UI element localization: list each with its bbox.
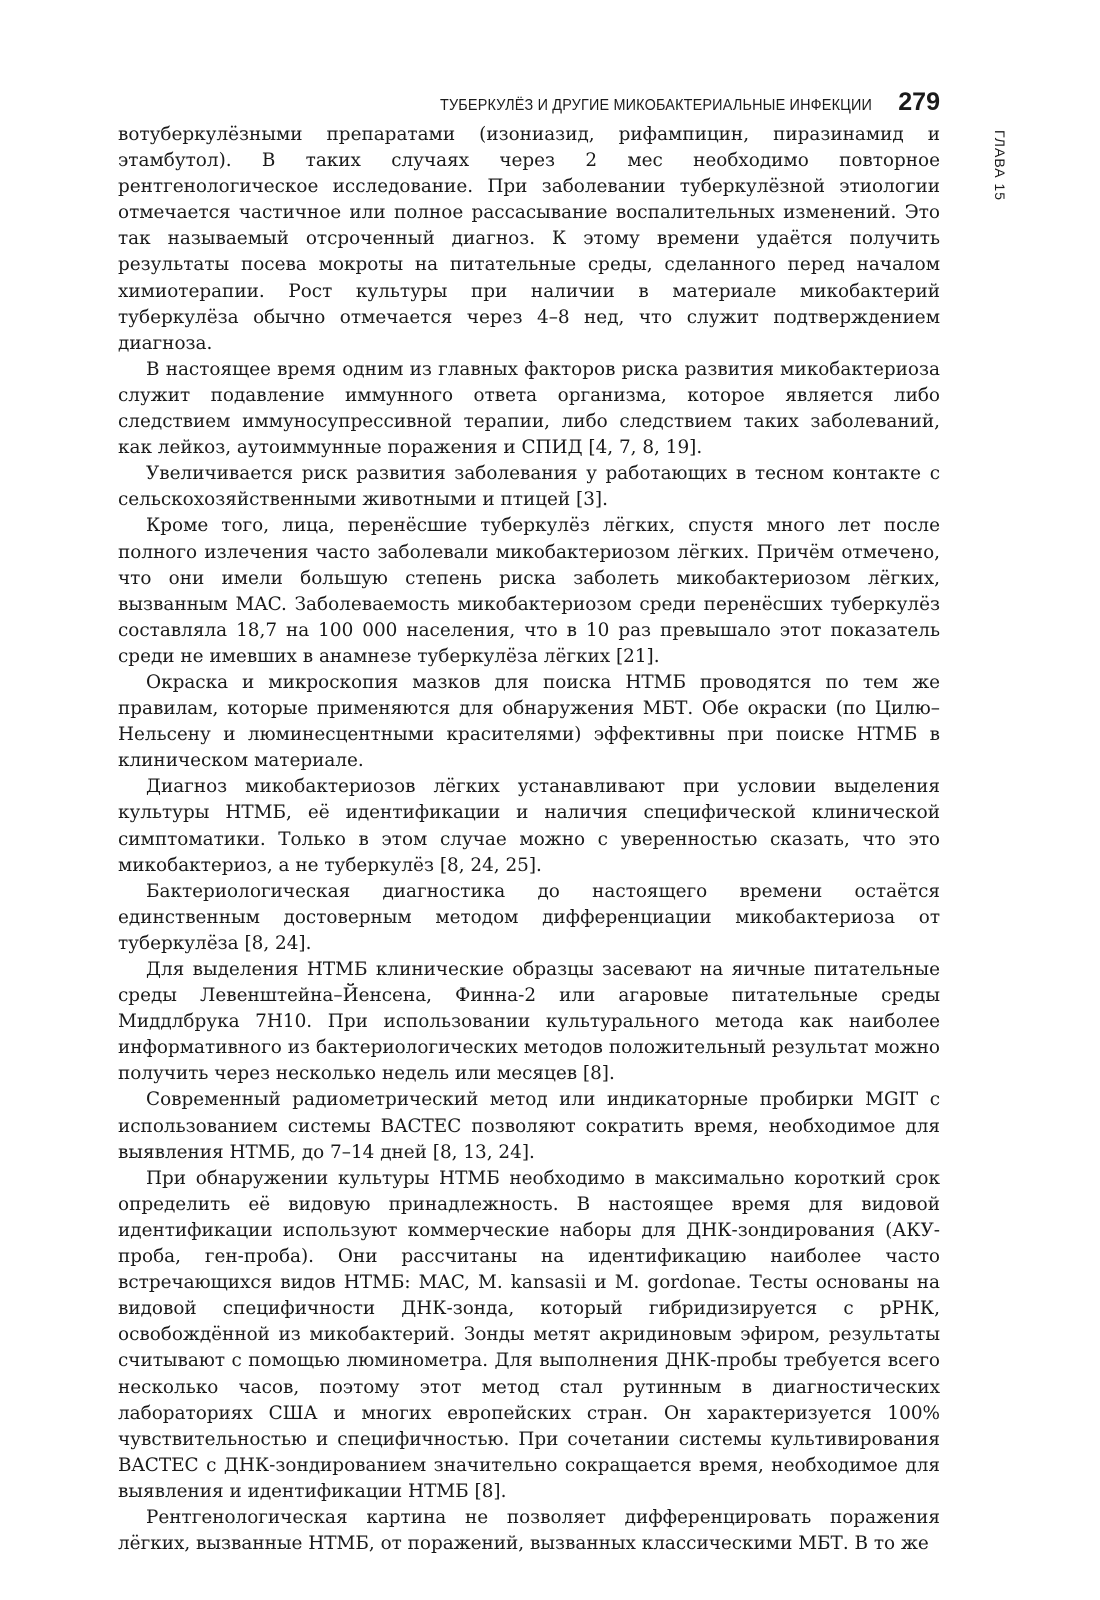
chapter-tab: ГЛАВА 15: [992, 130, 1008, 201]
page-body: [118, 122, 940, 1557]
paragraph-species-identification: При обнаружении культуры НТМБ необходимо в максимально короткий срок определить её видовую принадлежность. В настоящее время для видовой идентификации используют коммерческие наборы для ДНК-зондирования (АКУ-проба, ген-проба). Они рассчитаны на идентификацию наиболее часто встречающихся видов НТМБ: MAC, M. kansasii и M. gordonae. Тесты основаны на видовой специфичности ДНК-зонда, который гибридизируется с рРНК, освобождённой из микобактерий. Зонды метят акридиновым эфиром, результаты считывают с помощью люминометра. Для выполнения ДНК-пробы требуется всего несколько часов, поэтому этот метод стал рутинным в диагностических лабораториях США и многих европейских стран. Он характеризуется 100% чувствительностью и специфичностью. При сочетании системы культивирования BACTEC с ДНК-зондированием значительно сокращается время, необходимое для выявления и идентификации НТМБ [8].: [118, 1167, 940, 1502]
paragraph-post-tuberculosis: Кроме того, лица, перенёсшие туберкулёз лёгких, спустя много лет после полного излечения часто заболевали микобактериозом лёгких. Причём отмечено, что они имели большую степень риска заболеть микобактериозом лёгких, вызванным MAC. Заболеваемость микобактериозом среди перенёсших туберкулёз составляла 18,7 на 100 000 населения, что в 10 раз превышало этот показатель среди не имевших в анамнезе туберкулёза лёгких [21].: [118, 515, 940, 667]
paragraph-risk-factors: В настоящее время одним из главных факторов риска развития микобактериоза служит подавление иммунного ответа организма, которое является либо следствием иммуносупрессивной терапии, либо следствием таких заболеваний, как лейкоз, аутоиммунные поражения и СПИД [4, 7, 8, 19].: [118, 358, 940, 459]
paragraph-radiology: Рентгенологическая картина не позволяет дифференцировать поражения лёгких, вызванные НТМБ, от поражений, вызванных классическими МБТ. В то же: [118, 1506, 940, 1555]
paragraph-culture-media: Для выделения НТМБ клинические образцы засевают на яичные питательные среды Левенштейна–Йенсена, Финна-2 или агаровые питательные среды Миддлбрука 7H10. При использовании культурального метода как наиболее информативного из бактериологических методов положительный результат можно получить через несколько недель или месяцев [8].: [118, 959, 940, 1085]
paragraph-continuation: вотуберкулёзными препаратами (изониазид, рифампицин, пиразинамид и этамбутол). В таких случаях через 2 мес необходимо повторное рентгенологическое исследование. При заболевании туберкулёзной этиологии отмечается частичное или полное рассасывание воспалительных изменений. Это так называемый отсроченный диагноз. К этому времени удаётся получить результаты посева мокроты на питательные среды, сделанного перед началом химиотерапии. Рост культуры при наличии в материале микобактерий туберкулёза обычно отмечается через 4–8 нед, что служит подтверждением диагноза.: [118, 124, 940, 354]
paragraph-radiometric-method: Современный радиометрический метод или индикаторные пробирки MGIT с использованием системы BACTEC позволяют сократить время, необходимое для выявления НТМБ, до 7–14 дней [8, 13, 24].: [118, 1089, 940, 1163]
running-title: ТУБЕРКУЛЁЗ И ДРУГИЕ МИКОБАКТЕРИАЛЬНЫЕ ИНФЕКЦИИ: [440, 97, 873, 114]
paragraph-agricultural-risk: Увеличивается риск развития заболевания у работающих в тесном контакте с сельскохозяйственными животными и птицей [3].: [118, 463, 940, 511]
running-header: [118, 88, 940, 122]
paragraph-bacteriological-diagnostics: Бактериологическая диагностика до настоящего времени остаётся единственным достоверным методом дифференциации микобактериоза от туберкулёза [8, 24].: [118, 880, 940, 954]
paragraph-smear-microscopy: Окраска и микроскопия мазков для поиска НТМБ проводятся по тем же правилам, которые применяются для обнаружения МБТ. Обе окраски (по Цилю–Нельсену и люминесцентными красителями) эффективны при поиске НТМБ в клиническом материале.: [118, 671, 940, 772]
page-number: 279: [898, 88, 940, 116]
paragraph-diagnosis-criteria: Диагноз микобактериозов лёгких устанавливают при условии выделения культуры НТМБ, её идентификации и наличия специфической клинической симптоматики. Только в этом случае можно с уверенностью сказать, что это микобактериоз, а не туберкулёз [8, 24, 25].: [118, 776, 940, 876]
